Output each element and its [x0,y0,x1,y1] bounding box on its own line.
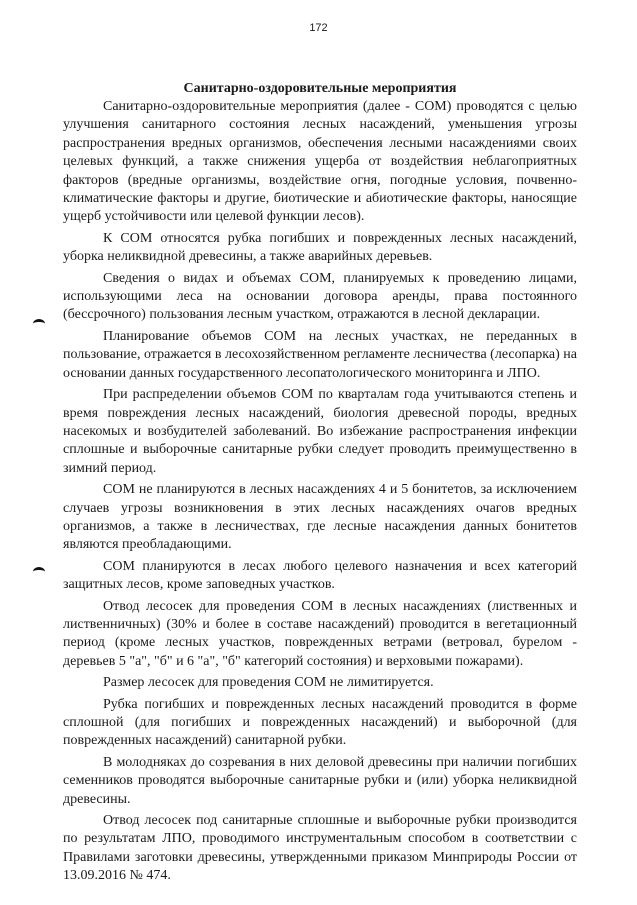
paragraph: СОМ планируются в лесах любого целевого назначения и всех категорий защитных лесов, кроме заповедных участков. [63,558,577,593]
paragraph: СОМ не планируются в лесных насаждениях 4 и 5 бонитетов, за исключением случаев угрозы возникновения в этих лесных насаждениях очагов вредных организмов, а также в лесничествах, где лесные насаждения данных бонитетов являются преобладающими. [63,482,577,553]
section-title: Санитарно-оздоровительные мероприятия [183,81,457,96]
paragraph: При распределении объемов СОМ по кварталам года учитываются степень и время повреждения лесных насаждений, биология древесной породы, вредных насекомых и возбудителей заболеваний. Во избежание распространения инфекции сплошные и выборочные санитарные рубки следует проводить преимущественно в зимний период. [63,387,577,476]
paragraph: Отвод лесосек для проведения СОМ в лесных насаждениях (лиственных и лиственничных) (30% и более в составе насаждений) проводится в вегетационный период (кроме лесных участков, поврежденных ветрами (ветровал, бурелом - деревьев 5 "а", "б" и 6 "а", "б" категорий состояния) и верховыми пожарами). [63,598,577,669]
paragraph: В молодняках до созревания в них деловой древесины при наличии погибших семенников проводятся выборочные санитарные рубки и (или) уборка неликвидной древесины. [63,754,577,807]
paragraph: Рубка погибших и поврежденных лесных насаждений проводится в форме сплошной (для погибших и поврежденных насаждений) и выборочной (для поврежденных насаждений) санитарной рубки. [63,696,577,749]
paragraph: К СОМ относятся рубка погибших и поврежденных лесных насаждений, уборка неликвидной древесины, а также аварийных деревьев. [63,230,577,265]
paragraph: Сведения о видах и объемах СОМ, планируемых к проведению лицами, использующими леса на основании договора аренды, права постоянного (бессрочного) пользования лесным участком, отражаются в лесной декларации. [63,270,577,323]
paragraph: Планирование объемов СОМ на лесных участках, не переданных в пользование, отражается в лесохозяйственном регламенте лесничества (лесопарка) на основании данных государственного лесопатологического мониторинга и ЛПО. [63,328,577,381]
paragraph: Размер лесосек для проведения СОМ не лимитируется. [103,675,434,691]
paragraph: Отвод лесосек под санитарные сплошные и выборочные рубки производится по результатам ЛПО, проводимого инструментальным способом в соответствии с Правилами заготовки древесины, утвержденными приказом Минприроды России от 13.09.2016 № 474. [63,813,577,884]
binder-mark-lower [33,567,45,576]
paragraph: Санитарно-оздоровительные мероприятия (далее - СОМ) проводятся с целью улучшения санитарного состояния лесных насаждений, уменьшения угрозы распространения вредных организмов, обеспечения лесными насаждениями своих целевых функций, а также снижения ущерба от воздействия неблагоприятных факторов (вредные организмы, воздействие огня, погодные условия, почвенно-климатические факторы и другие, биотические и абиотические факторы, наносящие ущерб устойчивости или целевой функции лесов). [63,99,577,225]
binder-mark-upper [33,319,45,328]
page-number: 172 [309,22,328,34]
document-body [63,80,577,886]
